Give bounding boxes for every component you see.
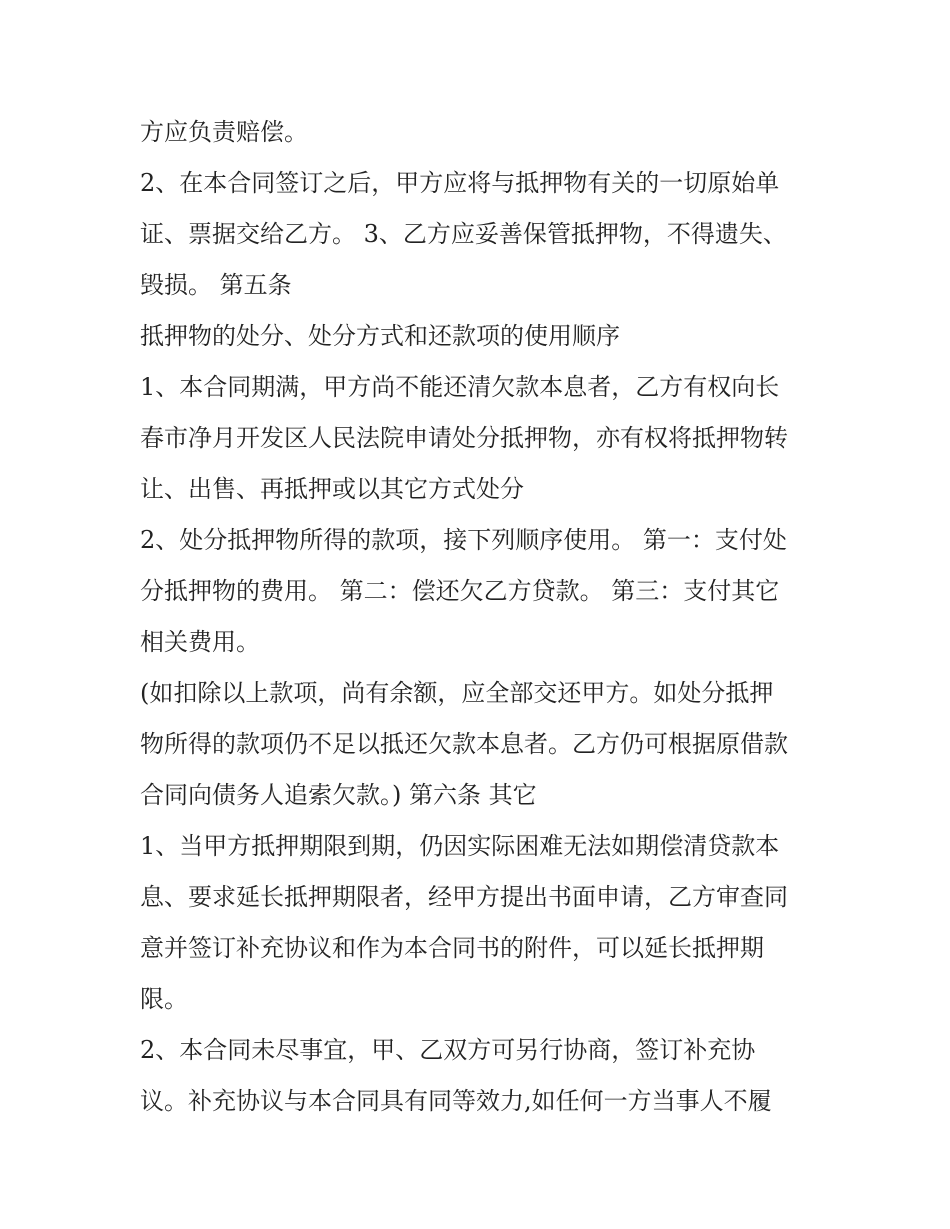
text-line: 合同向债务人追索欠款。) 第六条 其它 — [140, 781, 537, 809]
text-line: 春市净月开发区人民法院申请处分抵押物，亦有权将抵押物转 — [140, 424, 788, 452]
text-line: 意并签订补充协议和作为本合同书的附件，可以延长抵押期 — [140, 934, 764, 962]
text-line: 物所得的款项仍不足以抵还欠款本息者。乙方仍可根据原借款 — [140, 730, 788, 758]
text-line: 方应负责赔偿。 — [140, 118, 308, 146]
text-line: 证、票据交给乙方。 3、乙方应妥善保管抵押物，不得遗失、 — [140, 220, 787, 248]
contract-text-body — [140, 107, 830, 1127]
text-line: 2、处分抵押物所得的款项，接下列顺序使用。 第一：支付处 — [140, 526, 787, 554]
text-line: 相关费用。 — [140, 628, 260, 656]
text-line: 1、本合同期满，甲方尚不能还清欠款本息者，乙方有权向长 — [140, 373, 780, 401]
text-line: 2、本合同未尽事宜，甲、乙双方可另行协商，签订补充协 — [140, 1036, 756, 1064]
text-line: 毁损。 第五条 — [140, 271, 292, 299]
text-line: 1、当甲方抵押期限到期，仍因实际困难无法如期偿清贷款本 — [140, 832, 780, 860]
text-line: 议。补充协议与本合同具有同等效力,如任何一方当事人不履 — [140, 1087, 772, 1115]
text-line: 分抵押物的费用。 第二：偿还欠乙方贷款。 第三：支付其它 — [140, 577, 780, 605]
text-line: 2、在本合同签订之后，甲方应将与抵押物有关的一切原始单 — [140, 169, 780, 197]
text-line: 让、出售、再抵押或以其它方式处分 — [140, 475, 524, 503]
section-heading-line: 抵押物的处分、处分方式和还款项的使用顺序 — [140, 322, 620, 350]
text-line: 息、要求延长抵押期限者，经甲方提出书面申请，乙方审查同 — [140, 883, 788, 911]
text-line: (如扣除以上款项，尚有余额，应全部交还甲方。如处分抵押 — [140, 679, 774, 707]
text-line: 限。 — [140, 985, 188, 1013]
